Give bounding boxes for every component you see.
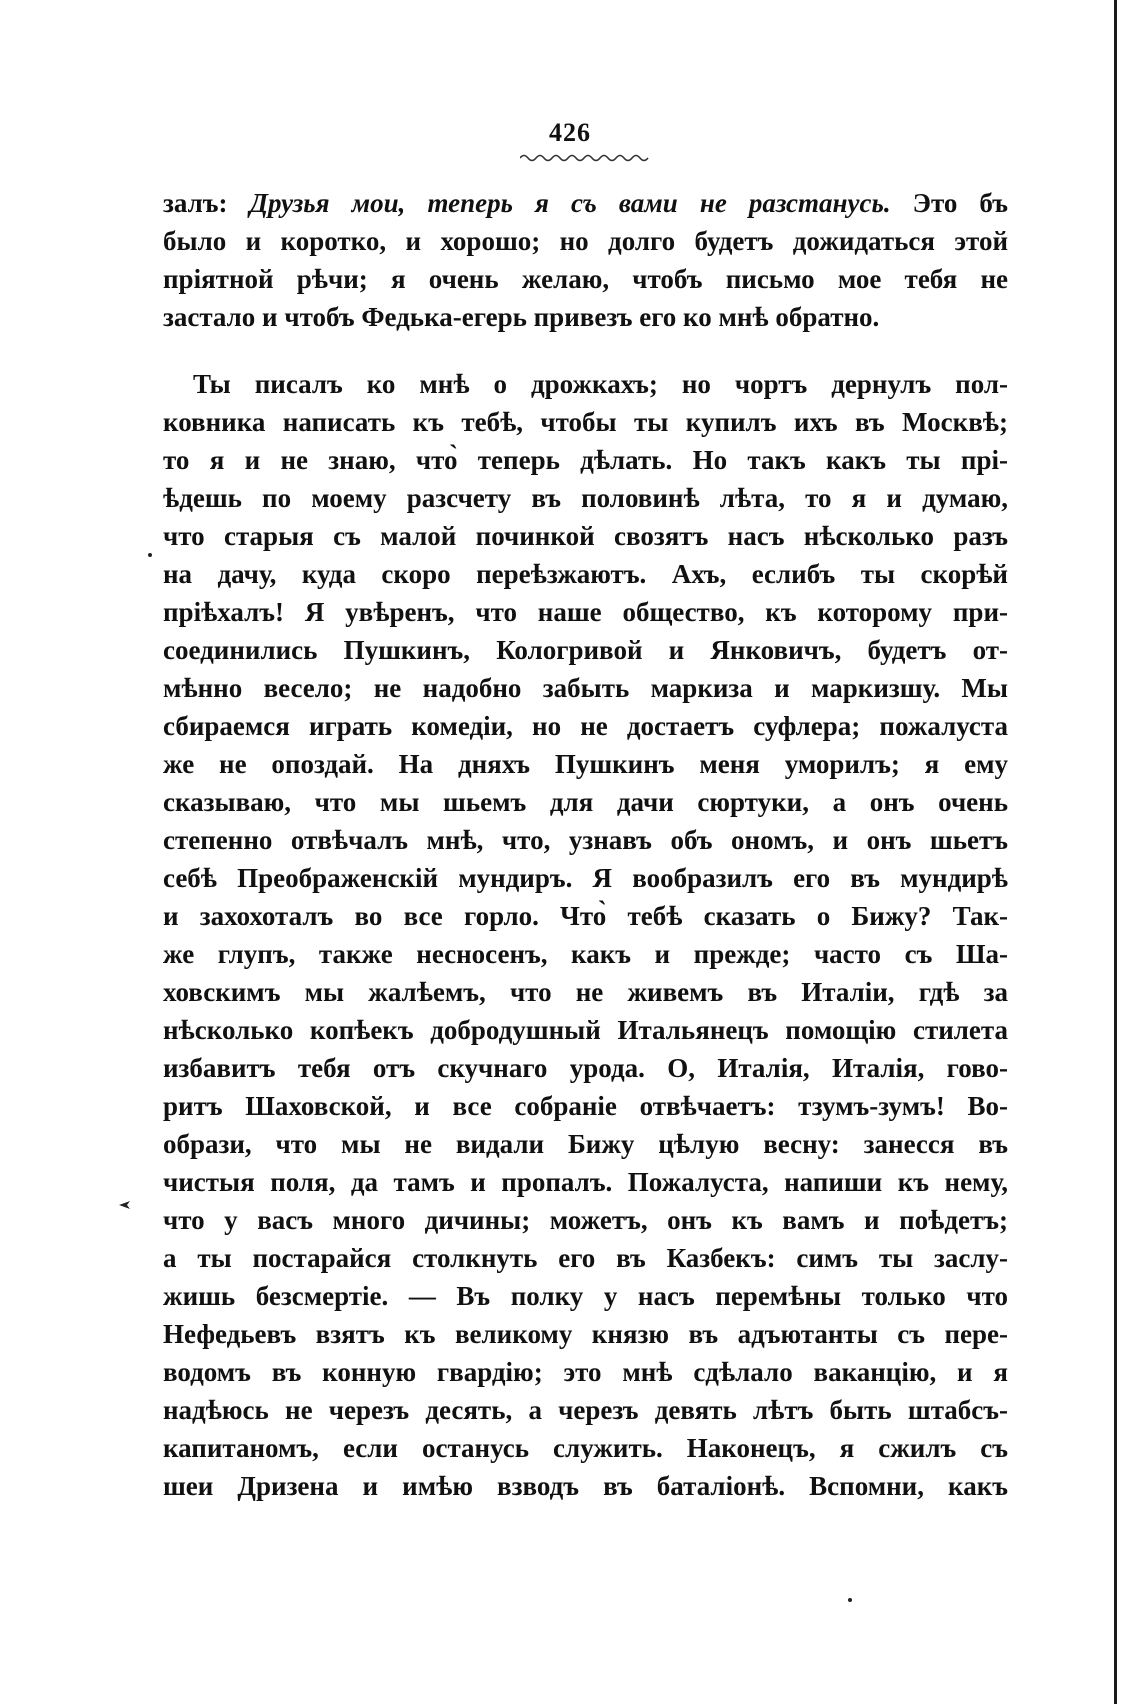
text-line: и захохоталъ во все горло. Что̀ тебѣ сказать о Бижу? Так-	[163, 901, 1008, 931]
text-line: Нефедьевъ взятъ къ великому князю въ адъютанты съ пере-	[163, 1319, 1008, 1349]
text-line: образи, что мы не видали Бижу цѣлую весну: занесся въ	[163, 1129, 1008, 1159]
text-line: мѣнно весело; не надобно забыть маркиза и маркизшу. Мы	[163, 673, 1008, 703]
text-line: пріѣхалъ! Я увѣренъ, что наше общество, къ которому при-	[163, 597, 1008, 627]
text-line: Ты писалъ ко мнѣ о дрожкахъ; но чортъ дернулъ пол-	[193, 369, 1008, 399]
text-line: же глупъ, также несносенъ, какъ и прежде; часто съ Ша-	[163, 939, 1008, 969]
text-line: что у васъ много дичины; можетъ, онъ къ вамъ и поѣдетъ;	[163, 1205, 1008, 1235]
text-line	[163, 184, 1008, 222]
text-line: то я и не знаю, что̀ теперь дѣлать. Но такъ какъ ты прі-	[163, 445, 1008, 475]
text-line: же не опоздай. На дняхъ Пушкинъ меня уморилъ; я ему	[163, 749, 1008, 779]
text-line: капитаномъ, если останусь служить. Наконецъ, я сжилъ съ	[163, 1433, 1008, 1463]
text-line: пріятной рѣчи; я очень желаю, чтобъ письмо мое тебя не	[163, 264, 1008, 294]
text-line: было и коротко, и хорошо; но долго будетъ дожидаться этой	[163, 226, 1008, 256]
text-line: степенно отвѣчалъ мнѣ, что, узнавъ объ ономъ, и онъ шьетъ	[163, 825, 1008, 855]
print-speck	[848, 1598, 852, 1602]
italic-quote: Друзья мои, теперь я съ вами не разстанусь.	[249, 188, 891, 218]
text-line: что старыя съ малой починкой свозятъ насъ нѣсколько разъ	[163, 521, 1008, 551]
text-line: жишь безсмертіе. — Въ полку у насъ перемѣны только что	[163, 1281, 1008, 1311]
line-prefix: залъ:	[163, 188, 250, 218]
text-line: надѣюсь не черезъ десять, а черезъ девять лѣтъ быть штабсъ-	[163, 1395, 1008, 1425]
paragraph-gap	[163, 336, 1008, 365]
text-line: нѣсколько копѣекъ добродушный Итальянецъ помощію стилета	[163, 1015, 1008, 1045]
text-line: застало и чтобъ Федька-егерь привезъ его ко мнѣ обратно.	[163, 302, 880, 332]
margin-mark-icon	[118, 1200, 132, 1210]
page-edge-line	[1114, 0, 1117, 1704]
line-suffix: Это бъ	[890, 188, 1008, 218]
page-number-ornament	[520, 152, 650, 164]
paragraph-2	[163, 365, 1008, 1505]
body-text	[163, 184, 1008, 1505]
text-line: шеи Дризена и имѣю взводъ въ баталіонѣ. Вспомни, какъ	[163, 1471, 1008, 1501]
text-line: ритъ Шаховской, и все собраніе отвѣчаетъ: тзумъ-зумъ! Во-	[163, 1091, 1008, 1121]
paragraph-1	[163, 184, 1008, 336]
text-line: водомъ въ конную гвардію; это мнѣ сдѣлало ваканцію, и я	[163, 1357, 1008, 1387]
text-line: ѣдешь по моему разсчету въ половинѣ лѣта, то я и думаю,	[163, 483, 1008, 513]
text-line: ховскимъ мы жалѣемъ, что не живемъ въ Италіи, гдѣ за	[163, 977, 1008, 1007]
print-speck	[148, 553, 152, 557]
text-line: себѣ Преображенскій мундиръ. Я вообразилъ его въ мундирѣ	[163, 863, 1008, 893]
text-line: ковника написать къ тебѣ, чтобы ты купилъ ихъ въ Москвѣ;	[163, 407, 1008, 437]
text-line: избавитъ тебя отъ скучнаго урода. О, Италія, Италія, гово-	[163, 1053, 1008, 1083]
page-number: 426	[549, 118, 591, 147]
text-line: на дачу, куда скоро переѣзжаютъ. Ахъ, еслибъ ты скорѣй	[163, 559, 1008, 589]
text-line: а ты постарайся столкнуть его въ Казбекъ: симъ ты заслу-	[163, 1243, 1008, 1273]
text-line: сбираемся играть комедіи, но не достаетъ суфлера; пожалуста	[163, 711, 1008, 741]
text-line: соединились Пушкинъ, Кологривой и Янковичъ, будетъ от-	[163, 635, 1008, 665]
text-line: чистыя поля, да тамъ и пропалъ. Пожалуста, напиши къ нему,	[163, 1167, 1008, 1197]
text-line: сказываю, что мы шьемъ для дачи сюртуки, а онъ очень	[163, 787, 1008, 817]
